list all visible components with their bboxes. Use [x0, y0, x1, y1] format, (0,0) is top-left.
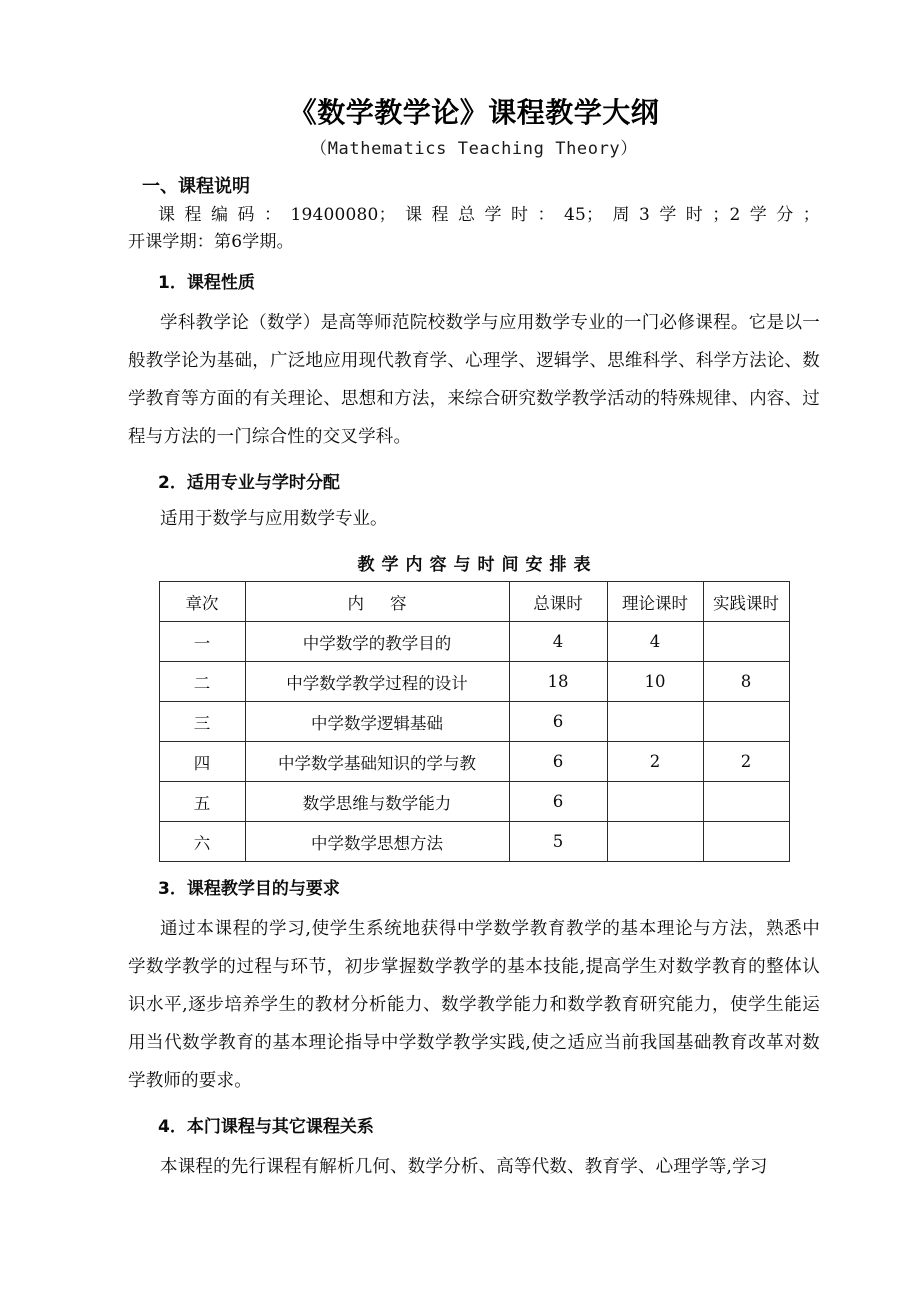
subsection-heading-course-nature: 1．课程性质: [158, 273, 255, 293]
cell-content: 中学数学思想方法: [245, 822, 509, 862]
page-subtitle-english: （Mathematics Teaching Theory）: [310, 139, 638, 159]
cell-theory: 10: [607, 662, 703, 702]
cell-practice: 8: [703, 662, 789, 702]
subsection-heading-objectives: 3．课程教学目的与要求: [158, 879, 340, 899]
cell-total: 5: [509, 822, 607, 862]
cell-theory: 4: [607, 622, 703, 662]
paragraph-objectives: 通过本课程的学习,使学生系统地获得中学数学教育教学的基本理论与方法，熟悉中学数学教学的过程与环节，初步掌握数学教学的基本技能,提高学生对数学教育的整体认识水平,逐步培养学生的教材分析能力、数学教学能力和数学教育研究能力，使学生能运用当代数学教育的基本理论指导中学数学教学实践,使之适应当前我国基础教育改革对数学教师的要求。: [128, 919, 820, 1091]
table-caption: 教学内容与时间安排表: [357, 555, 598, 575]
cell-practice: [703, 822, 789, 862]
cell-content: 数学思维与数学能力: [245, 782, 509, 822]
cell-content: 中学数学教学过程的设计: [245, 662, 509, 702]
cell-content: 中学数学逻辑基础: [245, 702, 509, 742]
header-content: [245, 582, 509, 622]
cell-content: 中学数学的教学目的: [245, 622, 509, 662]
cell-theory: [607, 702, 703, 742]
document-body: [128, 96, 820, 1186]
page-title: 《数学教学论》课程教学大纲: [288, 96, 660, 129]
subsection-heading-course-relations: 4．本门课程与其它课程关系: [158, 1117, 374, 1137]
table-row: [159, 822, 789, 862]
table-header-row: [159, 582, 789, 622]
header-content-part-b: 容: [390, 593, 407, 613]
section-heading-one: 一、课程说明: [142, 176, 250, 197]
cell-chapter: 六: [159, 822, 245, 862]
cell-total: 6: [509, 782, 607, 822]
paragraph-course-relations: 本课程的先行课程有解析几何、数学分析、高等代数、教育学、心理学等,学习: [160, 1157, 768, 1177]
table-row: [159, 662, 789, 702]
cell-total: 6: [509, 702, 607, 742]
cell-chapter: 一: [159, 622, 245, 662]
cell-practice: [703, 702, 789, 742]
course-meta-line-2: 开课学期：第6学期。: [128, 232, 294, 252]
cell-practice: 2: [703, 742, 789, 782]
cell-total: 6: [509, 742, 607, 782]
course-meta-line-1: 课程编码：19400080；课程总学时：45；周3学时；2学分；: [158, 205, 820, 225]
cell-content: 中学数学基础知识的学与教: [245, 742, 509, 782]
subsection-heading-majors-and-hours: 2．适用专业与学时分配: [158, 473, 340, 493]
header-theory-hours: 理论课时: [607, 582, 703, 622]
cell-practice: [703, 782, 789, 822]
header-total-hours: 总课时: [509, 582, 607, 622]
table-row: [159, 622, 789, 662]
paragraph-course-nature: 学科教学论（数学）是高等师范院校数学与应用数学专业的一门必修课程。它是以一般教学论为基础，广泛地应用现代教育学、心理学、逻辑学、思维科学、科学方法论、数学教育等方面的有关理论、思想和方法，来综合研究数学教学活动的特殊规律、内容、过程与方法的一门综合性的交叉学科。: [128, 313, 820, 447]
cell-total: 18: [509, 662, 607, 702]
teaching-schedule-table: [159, 581, 790, 862]
cell-theory: [607, 782, 703, 822]
cell-chapter: 二: [159, 662, 245, 702]
cell-theory: 2: [607, 742, 703, 782]
header-practice-hours: 实践课时: [703, 582, 789, 622]
cell-theory: [607, 822, 703, 862]
header-chapter: 章次: [159, 582, 245, 622]
cell-chapter: 五: [159, 782, 245, 822]
paragraph-applicable-majors: 适用于数学与应用数学专业。: [160, 509, 388, 529]
cell-chapter: 三: [159, 702, 245, 742]
cell-total: 4: [509, 622, 607, 662]
cell-chapter: 四: [159, 742, 245, 782]
table-row: [159, 742, 789, 782]
cell-practice: [703, 622, 789, 662]
table-row: [159, 702, 789, 742]
header-content-part-a: 内: [347, 593, 364, 613]
table-row: [159, 782, 789, 822]
